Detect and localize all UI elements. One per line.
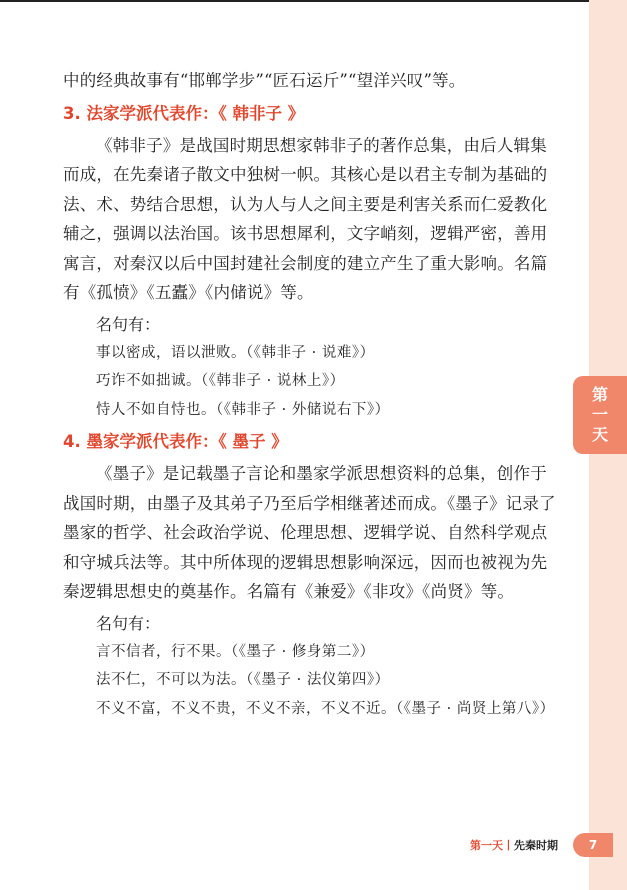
quote-item: 事以密成，语以泄败。（《韩非子 · 说难》） <box>96 344 375 361</box>
quote-item: 恃人不如自恃也。（《韩非子 · 外储说右下》） <box>96 401 390 418</box>
footer-chapter: 第一天 <box>470 839 503 852</box>
day-tab-char-1: 第 <box>591 385 608 404</box>
quotes-label-hanfeizi: 名句有： <box>96 314 161 334</box>
section-heading-mozi: 4. 墨家学派代表作：《 墨子 》 <box>63 432 288 451</box>
quote-item: 法不仁，不可以为法。（《墨子 · 法仪第四》） <box>96 672 390 688</box>
page-number: 7 <box>573 833 613 857</box>
quote-item: 言不信者，行不果。（《墨子 · 修身第二》） <box>96 643 375 660</box>
day-tab <box>573 376 627 454</box>
day-tab-char-2: 一 <box>591 405 608 424</box>
quote-item: 不义不富，不义不贵，不义不亲，不义不近。（《墨子 · 尚贤上第八》） <box>96 700 555 717</box>
footer-title: 先秦时期 <box>514 839 558 852</box>
section-paragraph-mozi: 《墨子》是记载墨子言论和墨家学派思想资料的总集，创作于战国时期，由墨子及其弟子乃至后学相继著述而成。《墨子》记录了墨家的哲学、社会政治学说、伦理思想、逻辑学说、自然科学观点和守城兵法等。其中所体现的逻辑思想影响深远，因而也被视为先秦逻辑思想史的奠基作。名篇有《兼爱》《非攻》《尚贤》等。 <box>63 464 556 601</box>
page-content <box>63 66 563 723</box>
quote-item: 巧诈不如拙诚。（《韩非子 · 说林上》） <box>96 373 345 389</box>
section-paragraph-hanfeizi: 《韩非子》是战国时期思想家韩非子的著作总集，由后人辑集而成，在先秦诸子散文中独树一帜。其核心是以君主专制为基础的法、术、势结合思想，认为人与人之间主要是利害关系而仁爱教化辅之，强调以法治国。该书思想犀利，文字峭刻，逻辑严密，善用寓言，对秦汉以后中国封建社会制度的建立产生了重大影响。名篇有《孤愤》《五蠹》《内储说》等。 <box>63 135 548 302</box>
intro-line: 中的经典故事有“邯郸学步”“匠石运斤”“望洋兴叹”等。 <box>63 71 466 90</box>
quotes-label-mozi: 名句有： <box>96 613 161 633</box>
page-footer <box>470 837 558 853</box>
day-tab-char-3: 天 <box>591 425 608 444</box>
footer-separator: 丨 <box>503 839 514 852</box>
top-rule <box>0 0 590 2</box>
section-heading-hanfeizi: 3. 法家学派代表作：《 韩非子 》 <box>63 103 305 123</box>
